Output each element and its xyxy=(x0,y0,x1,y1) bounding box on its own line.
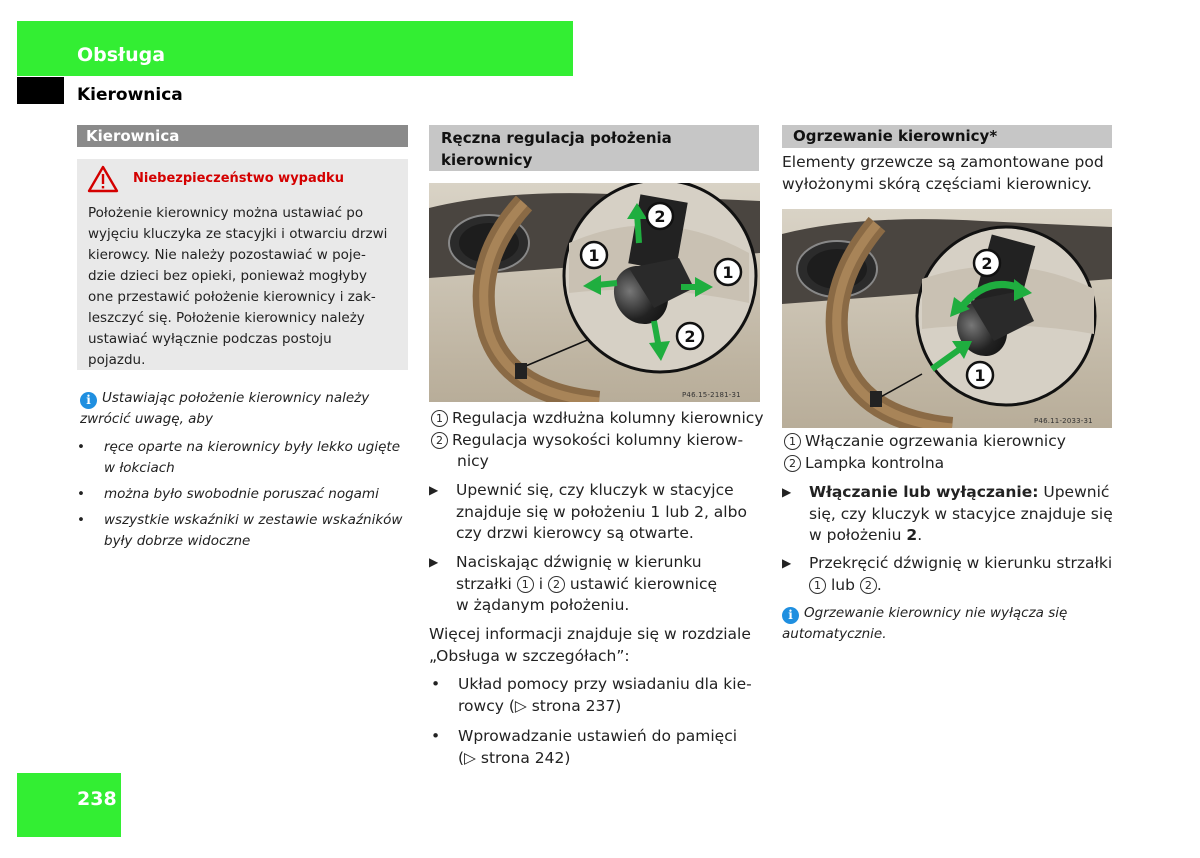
warning-line: dzie dzieci bez opieki, ponieważ mogłyby xyxy=(88,268,367,284)
col2-reference-list xyxy=(429,674,761,769)
col2-step-2: ▶ Naciskając dźwignię w kierunku strzałki 1 i 2 ustawić kierownicę w żądanym położeniu. xyxy=(429,552,761,617)
callout-2-bottom: 2 xyxy=(684,327,696,346)
figure-steering-heating xyxy=(782,209,1112,428)
section-title: Obsługa xyxy=(77,44,166,66)
col3-step-1: ▶ Włączanie lub wyłączanie: Upewnić się, czy kluczyk w stacyjce znajduje się w położeniu 2. xyxy=(782,482,1117,547)
legend-item-1: 1 Regulacja wzdłużna kolumny kierownicy xyxy=(431,408,766,430)
warning-line: ustawiać wyłącznie podczas postoju xyxy=(88,331,332,347)
warning-line: pojazdu. xyxy=(88,352,146,368)
subsection-title: Kierownica xyxy=(77,85,183,105)
warning-line: Położenie kierownicy można ustawiać po xyxy=(88,205,364,221)
col3-legend xyxy=(784,431,1114,474)
warning-line: one przestawić położenie kierownicy i zak- xyxy=(88,289,376,305)
step-arrow-icon: ▶ xyxy=(429,555,439,569)
col2-section-bar: Ręczna regulacja położenia kierownicy xyxy=(429,125,759,171)
figure-code: P46.15-2181-31 xyxy=(682,391,741,399)
col1-section-bar-label: Kierownica xyxy=(86,127,180,145)
info-icon: i xyxy=(80,392,97,409)
list-item: • można było swobodnie poruszać nogami xyxy=(77,486,379,502)
legend-item-2: 2 Regulacja wysokości kolumny kierow- xyxy=(431,430,766,452)
col3-section-bar: Ogrzewanie kierownicy* xyxy=(782,125,1112,148)
col2-step-1: ▶ Upewnić się, czy kluczyk w stacyjce znajduje się w położeniu 1 lub 2, albo czy drzwi kierowcy są otwarte. xyxy=(429,480,761,545)
warning-triangle-icon xyxy=(87,165,119,193)
col3-step-2: ▶ Przekręcić dźwignię w kierunku strzałki 1 lub 2 . xyxy=(782,553,1117,596)
figure-steering-adjustment xyxy=(429,183,760,402)
list-item: • Układ pomocy przy wsiadaniu dla kie- rowcy (▷ strona 237) xyxy=(429,674,761,717)
warning-title: Niebezpieczeństwo wypadku xyxy=(133,171,344,186)
step-arrow-icon: ▶ xyxy=(782,485,792,499)
col1-section-bar xyxy=(77,125,408,147)
figure-code: P46.11-2033-31 xyxy=(1034,417,1093,425)
callout-2-top: 2 xyxy=(654,207,666,226)
col1-info-note: i Ustawiając położenie kierownicy należy zwrócić uwagę, aby xyxy=(80,390,370,427)
heating-lever-illustration xyxy=(782,209,1112,428)
warning-text xyxy=(88,203,400,371)
legend-item-1: 1 Włączanie ogrzewania kierownicy xyxy=(784,431,1114,453)
warning-line: kierowcy. Nie należy pozostawiać w poje- xyxy=(88,247,366,263)
list-item: • Wprowadzanie ustawień do pamięci (▷ strona 242) xyxy=(429,726,761,769)
steering-column-illustration xyxy=(429,183,760,402)
warning-line: wyjęciu kluczyka ze stacyjki i otwarciu drzwi xyxy=(88,226,388,242)
info-icon: i xyxy=(782,607,799,624)
col1-bullet-list xyxy=(77,437,409,552)
callout-2: 2 xyxy=(981,254,993,273)
col3-info-note: i Ogrzewanie kierownicy nie wyłącza się automatycznie. xyxy=(782,605,1068,642)
page-reference-link[interactable]: (▷ strona 242) xyxy=(458,748,571,767)
col3-intro: Elementy grzewcze są zamontowane pod wyłożonymi skórą częściami kierownicy. xyxy=(782,153,1104,193)
callout-1-right: 1 xyxy=(722,263,734,282)
legend-item-2: 2 Lampka kontrolna xyxy=(784,453,1114,475)
page-reference-link[interactable]: rowcy (▷ strona 237) xyxy=(458,696,622,715)
col2-more-info: Więcej informacji znajduje się w rozdziale „Obsługa w szczegółach”: xyxy=(429,625,751,665)
callout-1: 1 xyxy=(974,366,986,385)
header-black-tab xyxy=(17,77,64,104)
list-item: • ręce oparte na kierownicy były lekko ugięte w łokciach xyxy=(77,439,401,476)
col2-legend: 1 Regulacja wzdłużna kolumny kierownicy 2 Regulacja wysokości kolumny kierow- nicy xyxy=(431,408,766,473)
step-arrow-icon: ▶ xyxy=(782,556,792,570)
list-item: • wszystkie wskaźniki w zestawie wskaźników były dobrze widoczne xyxy=(77,512,403,549)
warning-line: leszczyć się. Położenie kierownicy należy xyxy=(88,310,365,326)
step-arrow-icon: ▶ xyxy=(429,483,439,497)
page-number: 238 xyxy=(77,788,117,810)
callout-1-left: 1 xyxy=(588,246,600,265)
